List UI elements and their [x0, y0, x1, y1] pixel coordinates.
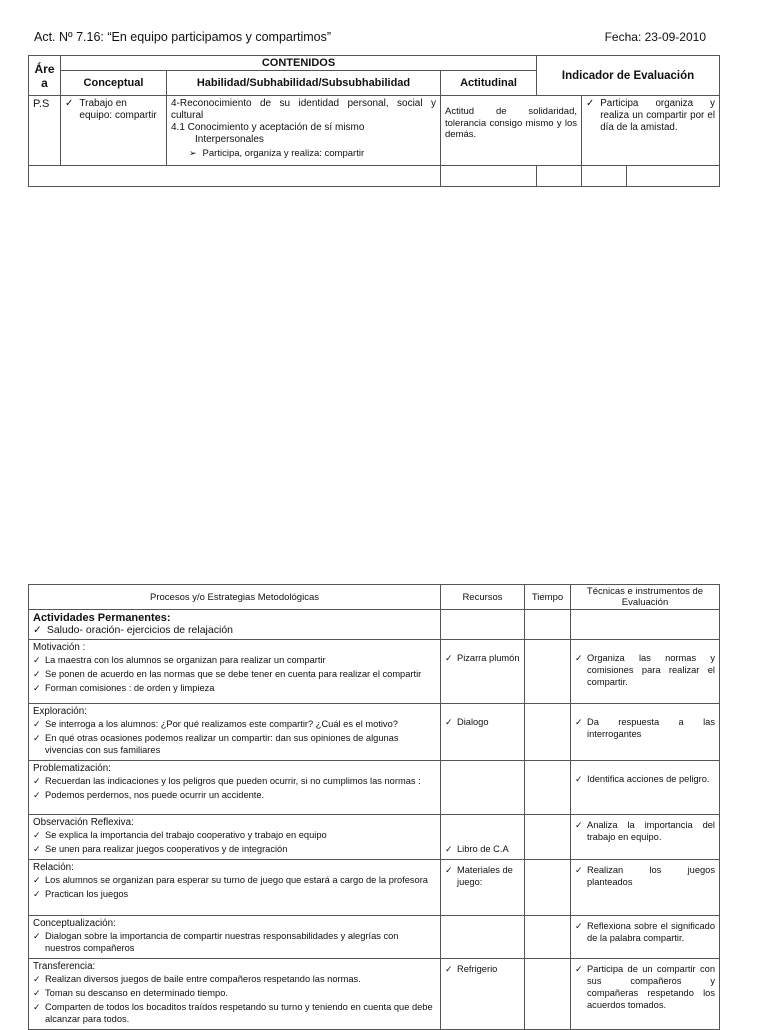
permanentes-title: Actividades Permanentes:	[33, 612, 171, 624]
process-title: Exploración:	[33, 706, 87, 717]
habilidad-line-3: Interpersonales	[195, 134, 264, 145]
recurso-cell	[441, 761, 525, 815]
recurso-list	[445, 963, 520, 975]
process-list	[33, 654, 436, 694]
activity-date: Fecha: 23-09-2010	[604, 30, 706, 44]
tecnica-cell	[571, 815, 720, 860]
tecnica-cell	[571, 704, 720, 761]
process-cell	[29, 860, 441, 916]
habilidad-line-1: 4-Reconocimiento de su identidad personal, social y cultural	[171, 98, 436, 121]
tecnica-list	[575, 920, 715, 944]
tecnica-item: ✓ Organiza las normas y comisiones para realizar el compartir.	[575, 652, 715, 688]
arrow-bullet-icon: ➢	[189, 148, 197, 158]
process-list	[33, 829, 436, 855]
recurso-cell	[441, 959, 525, 1030]
list-item: ✓ Practican los juegos	[33, 888, 436, 900]
tecnica-list	[575, 716, 715, 740]
tecnica-cell	[571, 959, 720, 1030]
conceptual-header: Conceptual	[61, 71, 167, 96]
tecnica-list	[575, 819, 715, 843]
check-icon: ✓	[586, 98, 595, 109]
tecnica-list	[575, 864, 715, 888]
empty-cell	[441, 166, 537, 187]
habilidad-line-4	[171, 147, 436, 160]
tecnica-item: ✓ Participa de un compartir con sus compañeros y compañeras respetando los acuerdos tomados.	[575, 963, 715, 1011]
empty-cell	[29, 166, 441, 187]
empty-cell	[525, 610, 571, 640]
process-title: Motivación :	[33, 642, 86, 653]
process-title: Problematización:	[33, 763, 111, 774]
tecnica-list	[575, 963, 715, 1011]
permanentes-item	[33, 624, 436, 636]
process-row	[29, 761, 720, 815]
process-cell	[29, 815, 441, 860]
process-list	[33, 973, 436, 1025]
recursos-header: Recursos	[441, 585, 525, 610]
list-item: ✓ Dialogan sobre la importancia de compartir nuestras responsabilidades y alegrías con nuestros compañeros	[33, 930, 436, 954]
list-item: ✓ Se unen para realizar juegos cooperativos y de integración	[33, 843, 436, 855]
list-item: ✓ Se explica la importancia del trabajo cooperativo y trabajo en equipo	[33, 829, 436, 841]
habilidad-line-2: 4.1 Conocimiento y aceptación de sí mismo	[171, 122, 365, 133]
actitudinal-cell: Actitud de solidaridad, tolerancia consigo mismo y los demás.	[441, 96, 582, 166]
recurso-item: ✓ Refrigerio	[445, 963, 520, 975]
recurso-item: ✓ Pizarra plumón	[445, 652, 520, 664]
conceptual-text: Trabajo en equipo: compartir	[79, 98, 157, 121]
procesos-header: Procesos y/o Estrategias Metodológicas	[29, 585, 441, 610]
habilidad-line-4-text: Participa, organiza y realiza: compartir	[202, 148, 365, 159]
process-row	[29, 916, 720, 959]
empty-cell	[537, 166, 582, 187]
process-title: Conceptualización:	[33, 918, 116, 929]
tiempo-header: Tiempo	[525, 585, 571, 610]
habilidad-header: Habilidad/Subhabilidad/Subsubhabilidad	[167, 71, 441, 96]
recurso-cell	[441, 640, 525, 704]
permanentes-cell	[29, 610, 441, 640]
recurso-cell	[441, 916, 525, 959]
list-item: ✓ La maestra con los alumnos se organizan para realizar un compartir	[33, 654, 436, 666]
actitudinal-header: Actitudinal	[441, 71, 537, 96]
process-row	[29, 860, 720, 916]
tiempo-cell	[525, 704, 571, 761]
indicador-header: Indicador de Evaluación	[537, 56, 720, 96]
tecnica-cell	[571, 860, 720, 916]
process-title: Observación Reflexiva:	[33, 817, 134, 828]
recurso-item: ✓ Dialogo	[445, 716, 520, 728]
recurso-list	[445, 843, 520, 855]
recurso-list	[445, 864, 520, 888]
tecnica-item: ✓ Analiza la importancia del trabajo en equipo.	[575, 819, 715, 843]
conceptual-cell	[61, 96, 167, 166]
empty-cell	[571, 610, 720, 640]
tecnicas-header: Técnicas e instrumentos de Evaluación	[571, 585, 720, 610]
contents-table	[28, 55, 720, 187]
recurso-cell	[441, 860, 525, 916]
process-row	[29, 640, 720, 704]
list-item: ✓ Los alumnos se organizan para esperar su turno de juego que estará a cargo de la profesora	[33, 874, 436, 886]
list-item: ✓ Comparten de todos los bocaditos traídos respetando su turno y teniendo en cuenta que debe alcanzar para todos.	[33, 1001, 436, 1025]
tiempo-cell	[525, 959, 571, 1030]
tecnica-item: ✓ Identifica acciones de peligro.	[575, 773, 715, 785]
tecnica-item: ✓ Realizan los juegos planteados	[575, 864, 715, 888]
tecnica-cell	[571, 916, 720, 959]
activity-title: Act. Nº 7.16: “En equipo participamos y compartimos”	[34, 30, 332, 44]
process-cell	[29, 916, 441, 959]
process-title: Relación:	[33, 862, 74, 873]
tecnica-cell	[571, 761, 720, 815]
tiempo-cell	[525, 640, 571, 704]
process-list	[33, 930, 436, 954]
habilidad-cell	[167, 96, 441, 166]
tiempo-cell	[525, 860, 571, 916]
recurso-item: ✓ Libro de C.A	[445, 843, 520, 855]
list-item: ✓ Podemos perdernos, nos puede ocurrir un accidente.	[33, 789, 436, 801]
tecnica-item: ✓ Reflexiona sobre el significado de la palabra compartir.	[575, 920, 715, 944]
methodology-table	[28, 584, 720, 1030]
process-list	[33, 775, 436, 801]
process-rows	[29, 640, 720, 1030]
process-row	[29, 815, 720, 860]
list-item: ✓ Toman su descanso en determinado tiempo.	[33, 987, 436, 999]
recurso-list	[445, 716, 520, 728]
process-title: Transferencia:	[33, 961, 96, 972]
list-item: ✓ Se interroga a los alumnos: ¿Por qué realizamos este compartir? ¿Cuál es el motivo?	[33, 718, 436, 730]
tecnica-list	[575, 652, 715, 688]
process-row	[29, 959, 720, 1030]
tiempo-cell	[525, 916, 571, 959]
process-list	[33, 874, 436, 900]
process-cell	[29, 704, 441, 761]
area-header: Áre a	[29, 56, 61, 96]
recurso-cell	[441, 704, 525, 761]
permanentes-item-text: Saludo- oración- ejercicios de relajación	[46, 624, 233, 636]
area-cell: P.S	[29, 96, 61, 166]
tecnica-cell	[571, 640, 720, 704]
list-item: ✓ Se ponen de acuerdo en las normas que se debe tener en cuenta para realizar el compartir	[33, 668, 436, 680]
indicador-text: Participa organiza y realiza un compartir por el día de la amistad.	[600, 98, 716, 133]
process-cell	[29, 761, 441, 815]
list-item: ✓ Realizan diversos juegos de baile entre compañeros respetando las normas.	[33, 973, 436, 985]
recurso-item: ✓ Materiales de juego:	[445, 864, 520, 888]
process-cell	[29, 640, 441, 704]
check-icon: ✓	[33, 624, 42, 636]
list-item: ✓ Recuerdan las indicaciones y los peligros que pueden ocurrir, si no cumplimos las normas :	[33, 775, 436, 787]
list-item: ✓ Forman comisiones : de orden y limpieza	[33, 682, 436, 694]
process-row	[29, 704, 720, 761]
recurso-list	[445, 652, 520, 664]
tiempo-cell	[525, 815, 571, 860]
process-list	[33, 718, 436, 756]
empty-cell	[441, 610, 525, 640]
tecnica-item: ✓ Da respuesta a las interrogantes	[575, 716, 715, 740]
tecnica-list	[575, 773, 715, 785]
recurso-cell	[441, 815, 525, 860]
empty-cell	[582, 166, 720, 187]
list-item: ✓ En qué otras ocasiones podemos realizar un compartir: dan sus opiniones de algunas vivencias con sus familiares	[33, 732, 436, 756]
contenidos-header: CONTENIDOS	[61, 56, 537, 71]
tiempo-cell	[525, 761, 571, 815]
process-cell	[29, 959, 441, 1030]
indicador-cell	[582, 96, 720, 166]
check-icon: ✓	[65, 98, 74, 109]
